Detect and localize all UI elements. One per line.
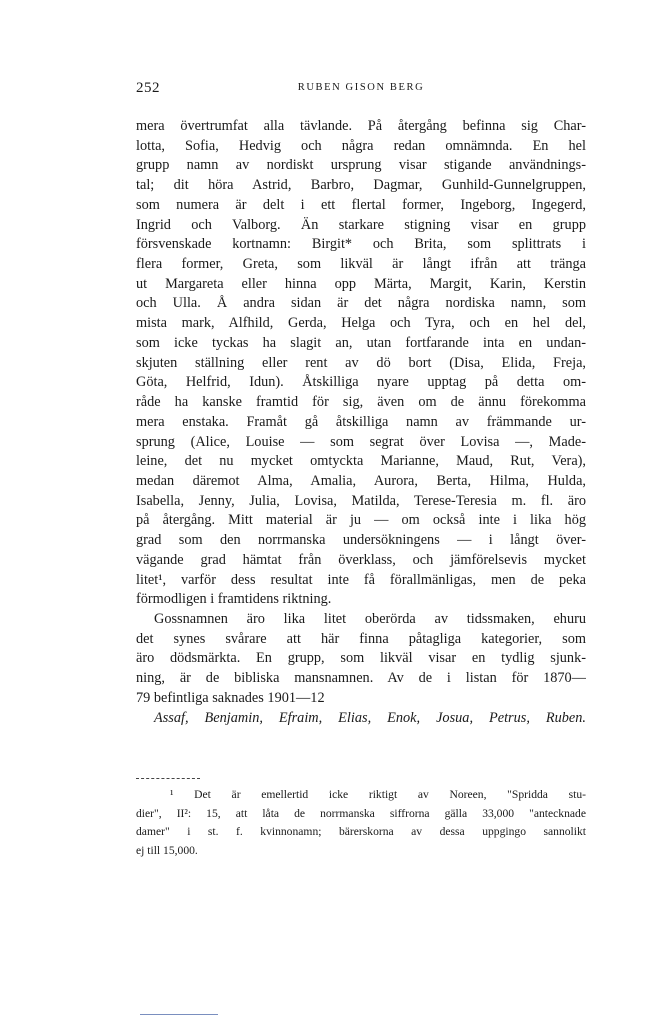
footnote-line: dier", II²: 15, att låta de norrmanska siffrorna gälla 33,000 "antecknade bbox=[136, 806, 586, 820]
text-line: förmodligen i framtidens riktning. bbox=[136, 591, 332, 608]
footnote-line: ej till 15,000. bbox=[136, 843, 198, 857]
text-line: vägande grad hämtat från överklass, och jämförelsevis mycket bbox=[136, 551, 586, 568]
text-line: 79 befintliga saknades 1901—12 bbox=[136, 689, 325, 706]
text-line: som icke tyckas ha slagit an, utan fortfarande inta en undan- bbox=[136, 334, 586, 351]
text-line: råde ha kanske framtid för sig, även om de ännu förekomma bbox=[136, 394, 586, 411]
text-line: tal; dit höra Astrid, Barbro, Dagmar, Gunhild-Gunnelgruppen, bbox=[136, 177, 586, 194]
footnote-line: ¹ Det är emellertid icke riktigt av Noreen, "Spridda stu- bbox=[170, 788, 586, 801]
text-line: Isabella, Jenny, Julia, Lovisa, Matilda, Terese-Teresia m. fl. äro bbox=[136, 492, 586, 509]
italic-name-list: Assaf, Benjamin, Efraim, Elias, Enok, Josua, Petrus, Ruben. bbox=[154, 709, 586, 726]
text-line: leine, det nu mycket omtyckta Marianne, Maud, Rut, Vera), bbox=[136, 453, 586, 470]
text-line: grad som den norrmanska undersökningens — i långt över- bbox=[136, 532, 586, 549]
text-line: skjuten ställning eller rent av dö bort (Disa, Elida, Freja, bbox=[136, 354, 586, 371]
running-head: RUBEN GISON BERG bbox=[297, 82, 425, 93]
footnote-line: damer" i st. f. kvinnonamn; bärerskorna av dessa uppgingo sannolikt bbox=[136, 825, 586, 838]
text-line: ut Margareta eller hinna opp Märta, Margit, Karin, Kerstin bbox=[136, 275, 586, 292]
footnote bbox=[136, 786, 586, 860]
text-line: mera enstaka. Framåt gå åtskilliga namn av främmande ur- bbox=[136, 413, 586, 430]
text-line: som numera är delt i ett flertal former, Ingeborg, Ingegerd, bbox=[136, 196, 586, 213]
text-line: litet¹, varför dess resultat inte få förallmänligas, men de peka bbox=[136, 571, 586, 588]
text-line: Ingrid och Valborg. Än starkare stigning visar en grupp bbox=[136, 216, 586, 233]
text-line: flera former, Greta, som likväl är långt ifrån att tränga bbox=[136, 256, 586, 273]
text-line: försvenskade kortnamn: Birgit* och Brita, som splittrats i bbox=[136, 236, 586, 253]
text-line: medan däremot Alma, Amalia, Aurora, Berta, Hilma, Hulda, bbox=[136, 472, 586, 489]
text-line: och Ulla. Å andra sidan är det några nordiska namn, som bbox=[136, 295, 586, 312]
text-line: äro dödsmärkta. En grupp, som likväl visar en tydlig sjunk- bbox=[136, 650, 586, 667]
text-line: det synes svårare att här finna påtagliga kategorier, som bbox=[136, 630, 586, 647]
page-number: 252 bbox=[136, 80, 160, 96]
bottom-divider bbox=[140, 1014, 218, 1015]
text-line: Gossnamnen äro lika litet oberörda av tidssmaken, ehuru bbox=[154, 610, 586, 627]
text-line: Göta, Helfrid, Idun). Åtskilliga nyare upptag på detta om- bbox=[136, 374, 586, 391]
text-line: mera övertrumfat alla tävlande. På återgång befinna sig Char- bbox=[136, 118, 586, 134]
body-text bbox=[136, 117, 586, 728]
text-line: sprung (Alice, Louise — som segrat över Lovisa —, Made- bbox=[136, 433, 586, 450]
page-header bbox=[136, 80, 586, 102]
text-line: grupp namn av nordiskt ursprung visar stigande användnings- bbox=[136, 157, 586, 174]
text-line: på återgång. Mitt material är ju — om också inte i lika hög bbox=[136, 512, 586, 529]
text-line: lotta, Sofia, Hedvig och några redan omnämnda. En hel bbox=[136, 137, 586, 154]
text-line: mista mark, Alfhild, Gerda, Helga och Tyra, och en hel del, bbox=[136, 315, 586, 332]
text-line: ning, är de bibliska mansnamnen. Av de i listan för 1870— bbox=[136, 670, 586, 687]
footnote-separator bbox=[136, 778, 200, 779]
